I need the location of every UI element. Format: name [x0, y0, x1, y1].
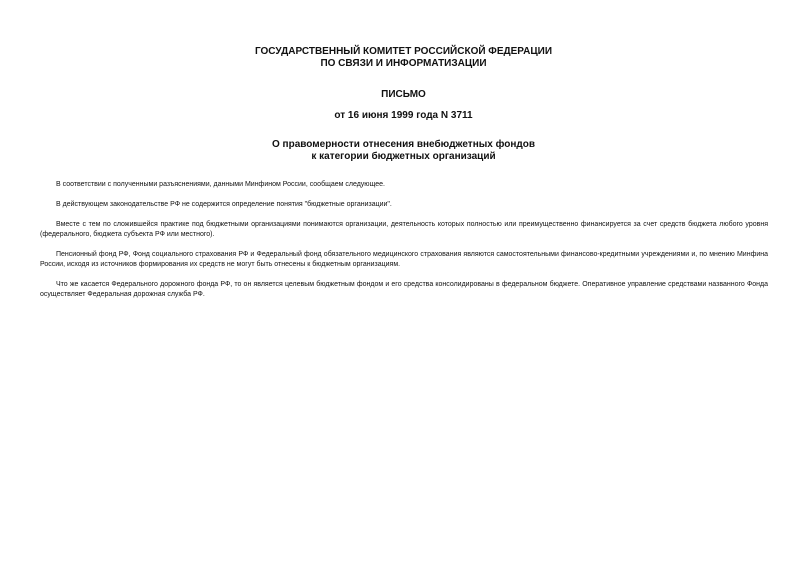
document-type: ПИСЬМО — [381, 89, 426, 100]
body-paragraph-5: Что же касается Федерального дорожного фонда РФ, то он является целевым бюджетным фондом и его средства консолидированы в федеральном бюджете. Оперативное управление средствами названного Фонда осуществляет Федеральная дорожная служба РФ. — [40, 281, 768, 298]
body-paragraph-2: В действующем законодательстве РФ не содержится определение понятия "бюджетные организации". — [56, 201, 392, 208]
subject-line-2: к категории бюджетных организаций — [311, 151, 496, 162]
issuing-organization — [0, 46, 807, 70]
document-body — [40, 180, 768, 310]
organization-line-2: ПО СВЯЗИ И ИНФОРМАТИЗАЦИИ — [320, 58, 487, 69]
subject-line-1: О правомерности отнесения внебюджетных фондов — [271, 139, 535, 150]
body-paragraph-4: Пенсионный фонд РФ, Фонд социального страхования РФ и Федеральный фонд обязательного медицинского страхования являются самостоятельными финансово-кредитными учреждениями и, по мнению Минфина России, исходя из источников формирования их средств не могут быть отнесены к бюджетным организациям. — [40, 251, 768, 268]
document-date-number: от 16 июня 1999 года N 3711 — [334, 110, 473, 121]
body-paragraph-3: Вместе с тем по сложившейся практике под бюджетными организациями понимаются организации, деятельность которых полностью или преимущественно финансируется за счет средств бюджета любого уровня (федерального, бюджета субъекта РФ или местного). — [40, 221, 768, 238]
organization-line-1: ГОСУДАРСТВЕННЫЙ КОМИТЕТ РОССИЙСКОЙ ФЕДЕРАЦИИ — [254, 46, 553, 57]
body-paragraph-1: В соответствии с полученными разъяснениями, данными Минфином России, сообщаем следующее. — [56, 181, 385, 188]
document-subject — [0, 139, 807, 163]
